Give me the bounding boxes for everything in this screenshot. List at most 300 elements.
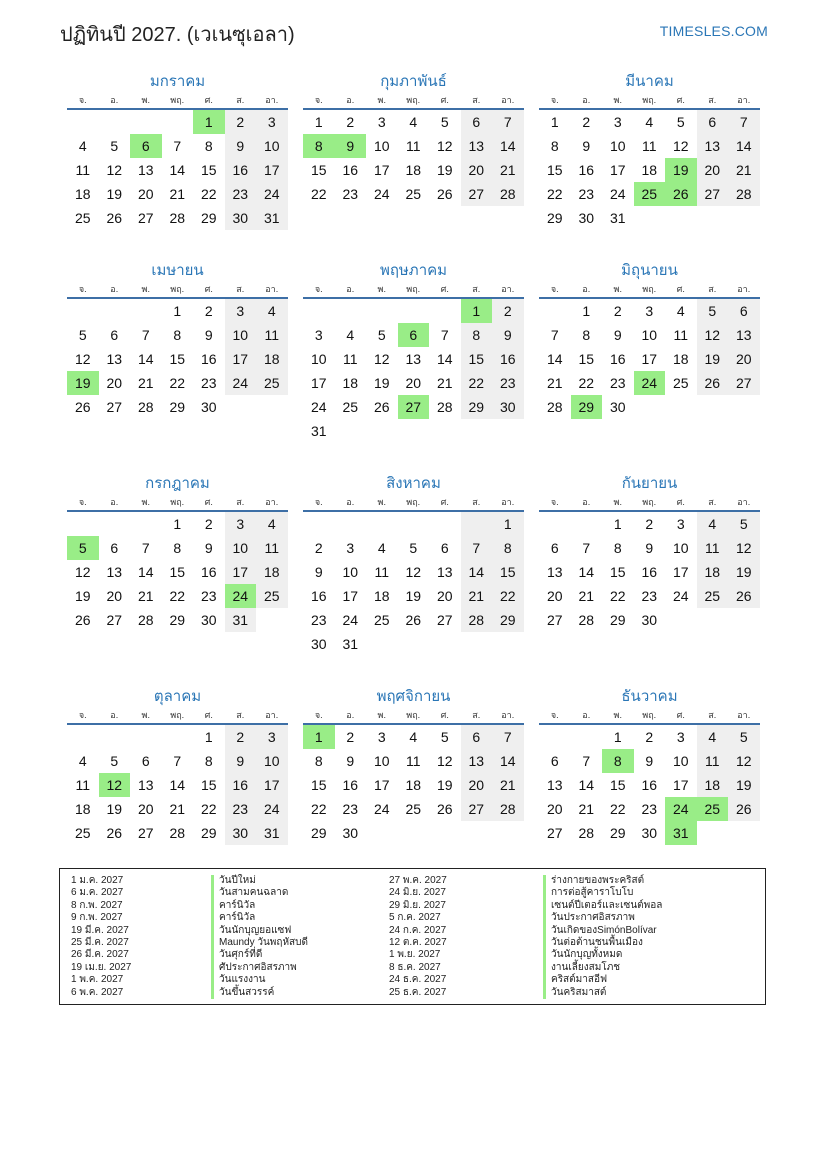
day-cell: 15 [169,351,186,367]
day-cell: 4 [645,114,654,130]
day-cell: 13 [106,351,123,367]
weekday-label: อา. [265,497,279,507]
day-cell: 9 [582,138,591,154]
weekday-header [67,494,288,510]
day-cell: 28 [137,399,154,415]
legend-dates-column-2 [389,875,447,999]
weekday-label: ศ. [204,497,213,507]
day-cell: 24 [225,371,257,395]
weekday-label: อา. [265,284,279,294]
day-cell: 5 [409,540,418,556]
day-cell: 21 [169,801,186,817]
day-cell: 1 [550,114,559,130]
day-cell: 7 [461,536,493,560]
weekday-label: พฤ. [642,95,657,105]
legend-holiday-name: คาร์นิวัล [211,912,308,924]
weekday-header [67,281,288,297]
day-cell: 20 [461,773,493,797]
day-cell: 27 [106,399,123,415]
day-cell: 1 [303,725,335,749]
day-cell: 25 [634,182,666,206]
day-cell: 22 [609,801,626,817]
day-cell: 15 [200,777,217,793]
weekday-label: พฤ. [170,710,185,720]
day-cell: 18 [672,351,689,367]
weekday-label: พ. [613,710,622,720]
day-cell: 7 [141,540,150,556]
day-cell: 19 [436,777,453,793]
day-cell: 2 [204,516,213,532]
day-cell: 11 [75,777,91,793]
day-cell: 16 [578,162,595,178]
weekday-label: พ. [141,710,150,720]
empty-cell [492,821,524,845]
day-cell: 10 [342,564,359,580]
day-cell: 30 [641,612,658,628]
day-cell: 10 [225,536,257,560]
day-cell: 17 [225,560,257,584]
day-cell: 1 [492,512,524,536]
day-cell: 21 [578,801,595,817]
day-cell: 8 [303,134,335,158]
weekday-label: พฤ. [170,497,185,507]
day-cell: 9 [645,540,654,556]
day-cell: 31 [256,206,288,230]
weekday-label: ส. [472,95,481,105]
empty-cell [539,512,571,536]
day-cell: 24 [256,797,288,821]
weekday-header [67,707,288,723]
weekday-label: อา. [737,710,751,720]
day-cell: 29 [546,210,563,226]
empty-cell [728,608,760,632]
day-cell: 24 [256,182,288,206]
weekday-label: อ. [582,497,591,507]
day-cell: 20 [461,158,493,182]
month-6 [539,261,760,419]
month-3 [539,72,760,230]
empty-cell [634,206,666,230]
weekday-label: จ. [78,284,87,294]
day-cell: 10 [609,138,626,154]
day-cell: 25 [405,186,422,202]
empty-cell [335,512,367,536]
site-link[interactable]: TIMESLES.COM [659,23,768,39]
legend-holiday-name: คาร์นิวัล [211,900,308,912]
day-cell: 23 [200,588,217,604]
day-cell: 27 [106,612,123,628]
month-title: พฤศจิกายน [376,688,451,705]
weekday-label: ศ. [676,284,685,294]
day-cell: 26 [405,612,422,628]
day-cell: 2 [225,110,257,134]
day-cell: 27 [697,182,729,206]
day-cell: 16 [342,777,359,793]
day-cell: 18 [256,347,288,371]
day-cell: 31 [225,608,257,632]
empty-cell [461,419,493,443]
day-cell: 24 [634,371,666,395]
empty-cell [429,299,461,323]
weekday-label: พ. [141,497,150,507]
legend-date: 19 เม.ย. 2027 [71,961,132,973]
weekday-label: อ. [582,710,591,720]
day-cell: 31 [609,210,626,226]
day-cell: 18 [342,375,359,391]
day-cell: 6 [697,110,729,134]
empty-cell [303,512,335,536]
month-title: เมษายน [151,262,204,279]
day-cell: 27 [461,182,493,206]
weekday-header [539,92,760,108]
empty-cell [303,299,335,323]
month-11 [303,687,524,845]
day-cell: 14 [461,560,493,584]
weekday-label: พ. [613,497,622,507]
day-cell: 6 [130,134,162,158]
day-cell: 5 [440,114,449,130]
day-cell: 11 [256,323,288,347]
day-cell: 25 [342,399,359,415]
day-cell: 15 [609,564,626,580]
empty-cell [162,725,194,749]
day-cell: 30 [200,612,217,628]
day-cell: 8 [314,753,323,769]
empty-cell [335,419,367,443]
day-cell: 3 [676,516,685,532]
day-cell: 2 [346,729,355,745]
weekday-label: ศ. [204,95,213,105]
day-cell: 7 [582,753,591,769]
day-cell: 26 [436,801,453,817]
day-cell: 18 [641,162,658,178]
legend-holiday-name: การต่อสู้คาราโบโบ [543,887,662,899]
legend-holiday-name: ร่างกายของพระคริสต์ [543,875,662,887]
day-cell: 17 [373,162,390,178]
empty-cell [398,512,430,536]
day-cell: 3 [613,114,622,130]
weekday-label: พฤ. [642,284,657,294]
day-cell: 22 [200,801,217,817]
day-cell: 18 [697,773,729,797]
empty-cell [67,299,99,323]
day-cell: 6 [110,327,119,343]
day-cell: 30 [641,825,658,841]
day-cell: 16 [641,564,658,580]
day-cell: 3 [377,114,386,130]
weekday-label: อ. [582,95,591,105]
day-cell: 7 [492,725,524,749]
day-cell: 12 [672,138,689,154]
day-cell: 12 [373,351,390,367]
weekday-header [539,281,760,297]
day-grid [67,110,288,230]
day-cell: 12 [436,753,453,769]
weekday-label: ส. [472,710,481,720]
day-cell: 23 [310,612,327,628]
day-cell: 4 [409,114,418,130]
day-cell: 29 [609,612,626,628]
day-cell: 2 [582,114,591,130]
empty-cell [571,512,603,536]
day-cell: 15 [609,777,626,793]
day-cell: 21 [169,186,186,202]
legend-names-column-2 [543,875,662,999]
day-cell: 25 [405,801,422,817]
day-cell: 2 [645,729,654,745]
day-cell: 2 [204,303,213,319]
empty-cell [461,632,493,656]
day-cell: 13 [546,564,563,580]
day-cell: 1 [314,114,323,130]
day-cell: 27 [546,612,563,628]
weekday-label: ส. [708,284,717,294]
day-cell: 8 [204,753,213,769]
day-cell: 14 [492,749,524,773]
empty-cell [366,419,398,443]
empty-cell [429,419,461,443]
day-cell: 5 [440,729,449,745]
month-7 [67,474,288,632]
day-cell: 17 [256,158,288,182]
empty-cell [130,725,162,749]
day-cell: 3 [346,540,355,556]
empty-cell [398,821,430,845]
day-cell: 4 [78,138,87,154]
empty-cell [492,419,524,443]
day-cell: 1 [193,110,225,134]
day-cell: 26 [697,371,729,395]
empty-cell [697,608,729,632]
day-cell: 25 [256,371,288,395]
day-cell: 8 [550,138,559,154]
day-cell: 7 [728,110,760,134]
day-cell: 23 [342,801,359,817]
day-cell: 20 [697,158,729,182]
day-cell: 16 [200,351,217,367]
day-cell: 19 [665,158,697,182]
weekday-label: อ. [110,497,119,507]
day-grid [67,725,288,845]
day-cell: 20 [546,588,563,604]
day-cell: 23 [200,375,217,391]
day-cell: 2 [346,114,355,130]
weekday-label: ศ. [440,497,449,507]
day-cell: 4 [256,299,288,323]
day-cell: 26 [436,186,453,202]
day-cell: 10 [310,351,327,367]
day-cell: 5 [110,753,119,769]
day-cell: 16 [310,588,327,604]
day-cell: 26 [728,584,760,608]
empty-cell [99,725,131,749]
day-cell: 18 [74,801,91,817]
day-cell: 6 [550,753,559,769]
day-cell: 18 [697,560,729,584]
empty-cell [429,632,461,656]
day-cell: 15 [200,162,217,178]
day-cell: 17 [256,773,288,797]
day-cell: 8 [173,327,182,343]
day-cell: 14 [137,564,154,580]
day-cell: 8 [204,138,213,154]
day-cell: 24 [373,801,390,817]
day-cell: 22 [492,584,524,608]
day-cell: 3 [314,327,323,343]
legend-holiday-name: Maundy วันพฤหัสบดี [211,937,308,949]
day-cell: 26 [106,210,123,226]
weekday-label: อ. [110,95,119,105]
legend-date: 8 ธ.ค. 2027 [389,961,441,973]
weekday-label: ส. [472,284,481,294]
day-cell: 1 [582,303,591,319]
weekday-label: จ. [78,497,87,507]
weekday-header [303,281,524,297]
empty-cell [366,512,398,536]
day-cell: 2 [645,516,654,532]
day-cell: 14 [492,134,524,158]
day-cell: 16 [200,564,217,580]
day-cell: 11 [697,536,729,560]
empty-cell [398,419,430,443]
empty-cell [492,632,524,656]
empty-cell [697,206,729,230]
empty-cell [99,512,131,536]
legend-holiday-name: คริสต์มาสอีฟ [543,974,662,986]
day-cell: 17 [609,162,626,178]
day-cell: 8 [173,540,182,556]
day-cell: 24 [373,186,390,202]
month-title: กุมภาพันธ์ [380,73,447,90]
day-cell: 13 [697,134,729,158]
day-cell: 24 [310,399,327,415]
day-cell: 12 [99,773,131,797]
empty-cell [366,821,398,845]
legend-date: 24 ธ.ค. 2027 [389,974,447,986]
day-cell: 20 [106,375,123,391]
day-cell: 28 [169,825,186,841]
day-cell: 3 [256,725,288,749]
month-title: ตุลาคม [153,688,202,705]
legend-date: 8 ก.พ. 2027 [71,899,123,911]
empty-cell [366,632,398,656]
day-cell: 26 [665,182,697,206]
legend-date: 5 ก.ค. 2027 [389,912,441,924]
legend-holiday-name: วันนักบุญทั้งหมด [543,949,662,961]
legend-date: 29 มิ.ย. 2027 [389,899,446,911]
day-cell: 22 [200,186,217,202]
day-cell: 2 [492,299,524,323]
weekday-label: อ. [346,710,355,720]
day-cell: 26 [373,399,390,415]
day-cell: 30 [200,399,217,415]
day-cell: 31 [665,821,697,845]
day-cell: 14 [436,351,453,367]
weekday-label: จ. [78,710,87,720]
day-cell: 22 [461,371,493,395]
day-cell: 26 [728,797,760,821]
day-cell: 14 [578,777,595,793]
day-cell: 12 [436,138,453,154]
weekday-label: ศ. [676,95,685,105]
legend-date: 19 มี.ค. 2027 [71,924,129,936]
weekday-label: อา. [265,95,279,105]
day-cell: 28 [436,399,453,415]
weekday-label: พ. [141,284,150,294]
empty-cell [665,395,697,419]
day-cell: 25 [256,584,288,608]
day-cell: 17 [672,564,689,580]
empty-cell [130,110,162,134]
day-cell: 5 [728,512,760,536]
day-cell: 16 [225,158,257,182]
day-cell: 9 [346,753,355,769]
day-cell: 19 [106,186,123,202]
day-cell: 22 [169,375,186,391]
day-cell: 15 [461,347,493,371]
day-cell: 6 [461,725,493,749]
weekday-label: พฤ. [406,284,421,294]
day-cell: 19 [74,588,91,604]
day-cell: 10 [256,134,288,158]
day-cell: 7 [492,110,524,134]
day-cell: 3 [645,303,654,319]
month-title: พฤษภาคม [379,262,448,279]
day-cell: 23 [578,186,595,202]
day-cell: 24 [609,186,626,202]
day-cell: 28 [728,182,760,206]
day-cell: 1 [461,299,493,323]
weekday-header [303,92,524,108]
day-cell: 17 [641,351,658,367]
month-5 [303,261,524,443]
day-cell: 19 [67,371,99,395]
day-cell: 24 [665,797,697,821]
day-grid [303,725,524,845]
legend-holiday-name: เซนต์ปีเตอร์และเซนต์พอล [543,900,662,912]
day-cell: 9 [204,327,213,343]
day-cell: 18 [256,560,288,584]
day-cell: 9 [335,134,367,158]
month-9 [539,474,760,632]
day-cell: 6 [550,540,559,556]
weekday-label: พฤ. [406,497,421,507]
legend-date: 24 ก.ค. 2027 [389,924,447,936]
day-cell: 25 [697,584,729,608]
weekday-label: พฤ. [642,710,657,720]
day-cell: 25 [74,210,91,226]
month-1 [67,72,288,230]
day-cell: 30 [609,399,626,415]
empty-cell [539,725,571,749]
month-10 [67,687,288,845]
day-cell: 25 [672,375,689,391]
day-cell: 8 [602,749,634,773]
day-cell: 21 [546,375,563,391]
day-cell: 12 [405,564,422,580]
day-cell: 16 [492,347,524,371]
day-cell: 15 [169,564,186,580]
weekday-header [67,92,288,108]
weekday-label: จ. [550,95,559,105]
day-cell: 14 [169,777,186,793]
empty-cell [99,110,131,134]
day-cell: 13 [436,564,453,580]
day-cell: 21 [137,588,154,604]
day-cell: 31 [342,636,359,652]
day-cell: 26 [106,825,123,841]
day-cell: 11 [256,536,288,560]
